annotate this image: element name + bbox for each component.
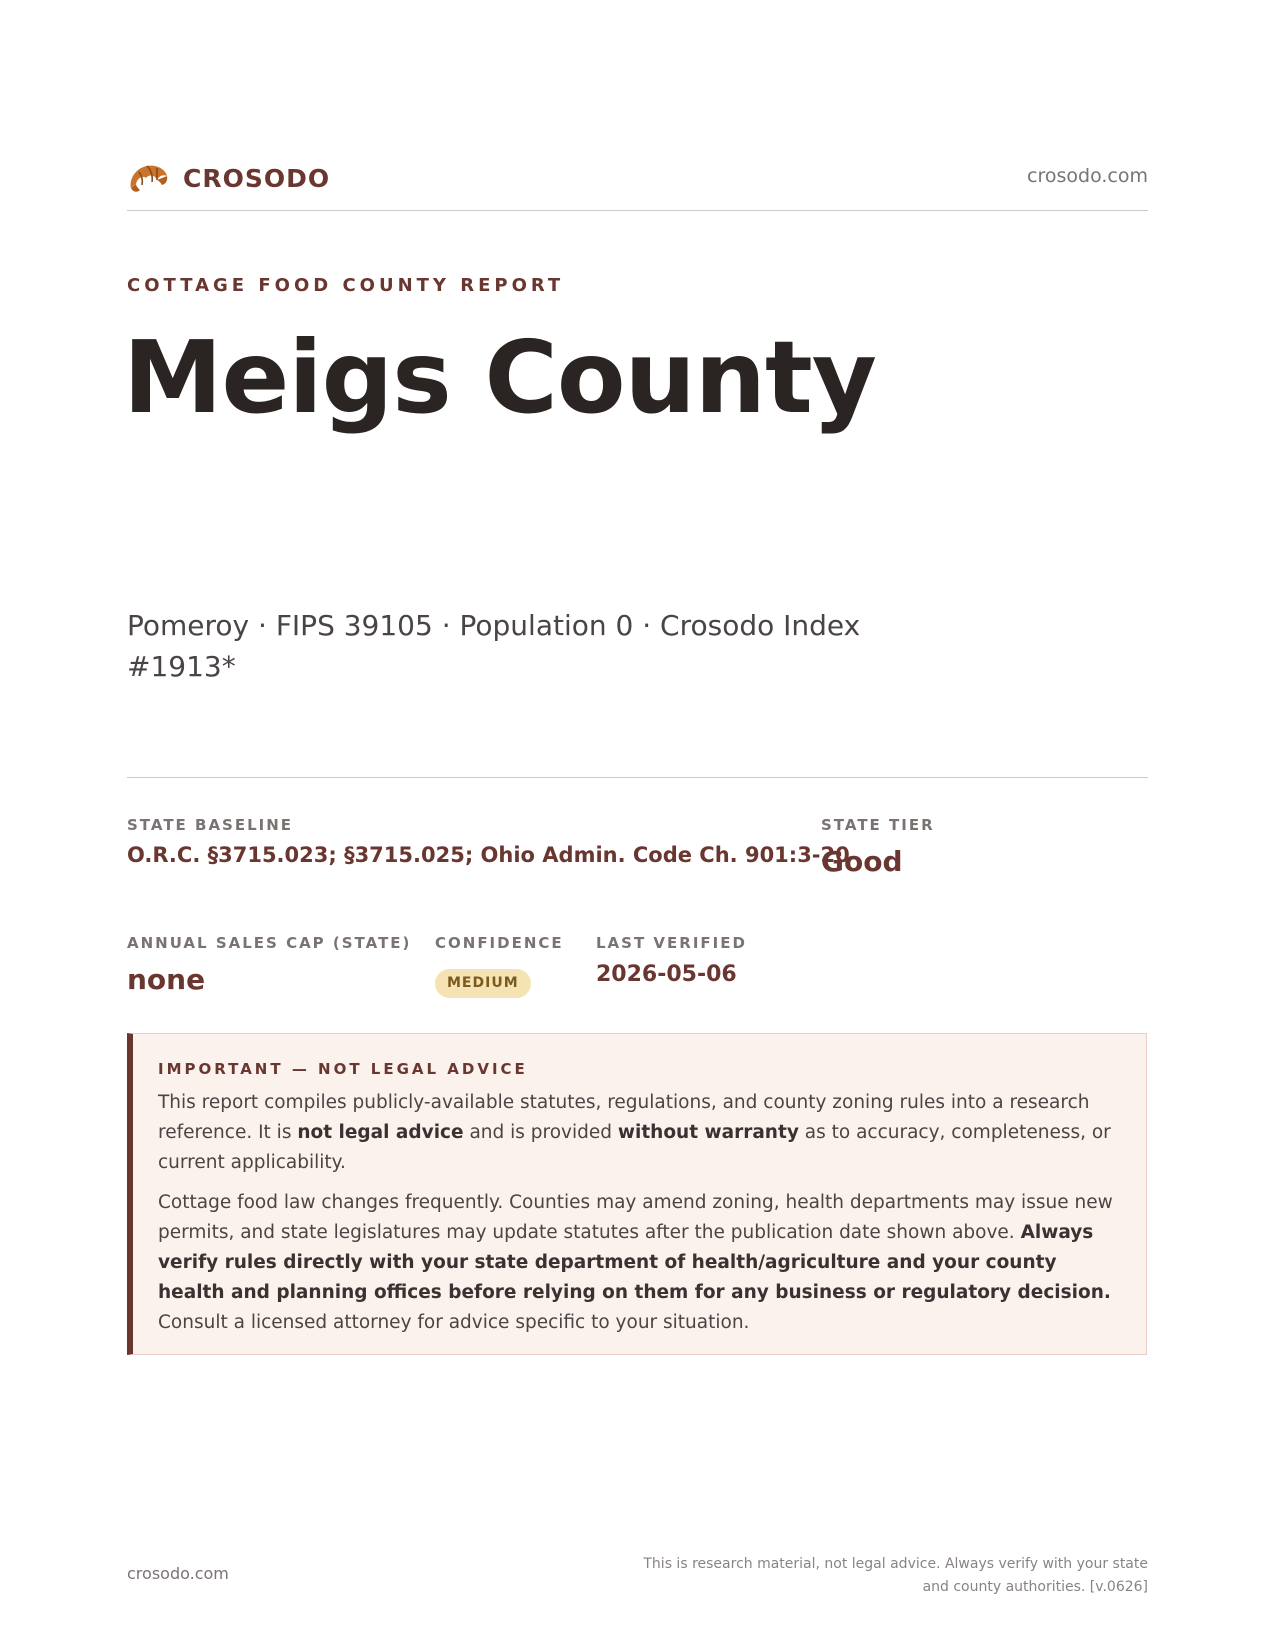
footer-site[interactable]: crosodo.com xyxy=(127,1564,229,1583)
report-page xyxy=(123,0,1148,1650)
brand-name: CROSODO xyxy=(183,163,331,193)
state-baseline-value: O.R.C. §3715.023; §3715.025; Ohio Admin. Code Ch. 901:3-20 xyxy=(127,843,850,867)
confidence-badge: MEDIUM xyxy=(435,969,531,998)
last-verified-value: 2026-05-06 xyxy=(596,962,737,987)
report-eyebrow: COTTAGE FOOD COUNTY REPORT xyxy=(127,275,565,296)
notice-title: IMPORTANT — NOT LEGAL ADVICE xyxy=(158,1060,528,1078)
last-verified-label: LAST VERIFIED xyxy=(596,934,747,952)
legal-notice xyxy=(127,1033,1147,1355)
state-baseline-label: STATE BASELINE xyxy=(127,816,294,834)
section-divider xyxy=(127,777,1148,778)
notice-paragraph-2: Cottage food law changes frequently. Counties may amend zoning, health departments may issue new permits, and state legislatures may update statutes after the publication date shown above. Always verify rules directly with your state department of health/agriculture and your county health and planning offices before relying on them for any business or regulatory decision. Consult a licensed attorney for advice specific to your situation. xyxy=(158,1192,1113,1333)
sales-cap-label: ANNUAL SALES CAP (STATE) xyxy=(127,934,412,952)
brand xyxy=(127,158,330,198)
state-tier-value: Good xyxy=(821,845,903,878)
page-title: Meigs County xyxy=(123,319,876,436)
confidence-label: CONFIDENCE xyxy=(435,934,564,952)
croissant-icon xyxy=(127,158,169,198)
page-header xyxy=(127,158,1148,211)
state-tier-label: STATE TIER xyxy=(821,816,935,834)
footer-disclaimer: This is research material, not legal advice. Always verify with your state and county authorities. [v.0626] xyxy=(643,1556,1148,1595)
notice-paragraph-1: This report compiles publicly-available statutes, regulations, and county zoning rules into a research reference. It is not legal advice and is provided without warranty as to accuracy, completeness, or current applicability. xyxy=(158,1092,1111,1173)
site-url[interactable]: crosodo.com xyxy=(1027,165,1148,187)
county-subtitle: Pomeroy · FIPS 39105 · Population 0 · Crosodo Index #1913* xyxy=(127,609,861,683)
sales-cap-value: none xyxy=(127,963,206,996)
